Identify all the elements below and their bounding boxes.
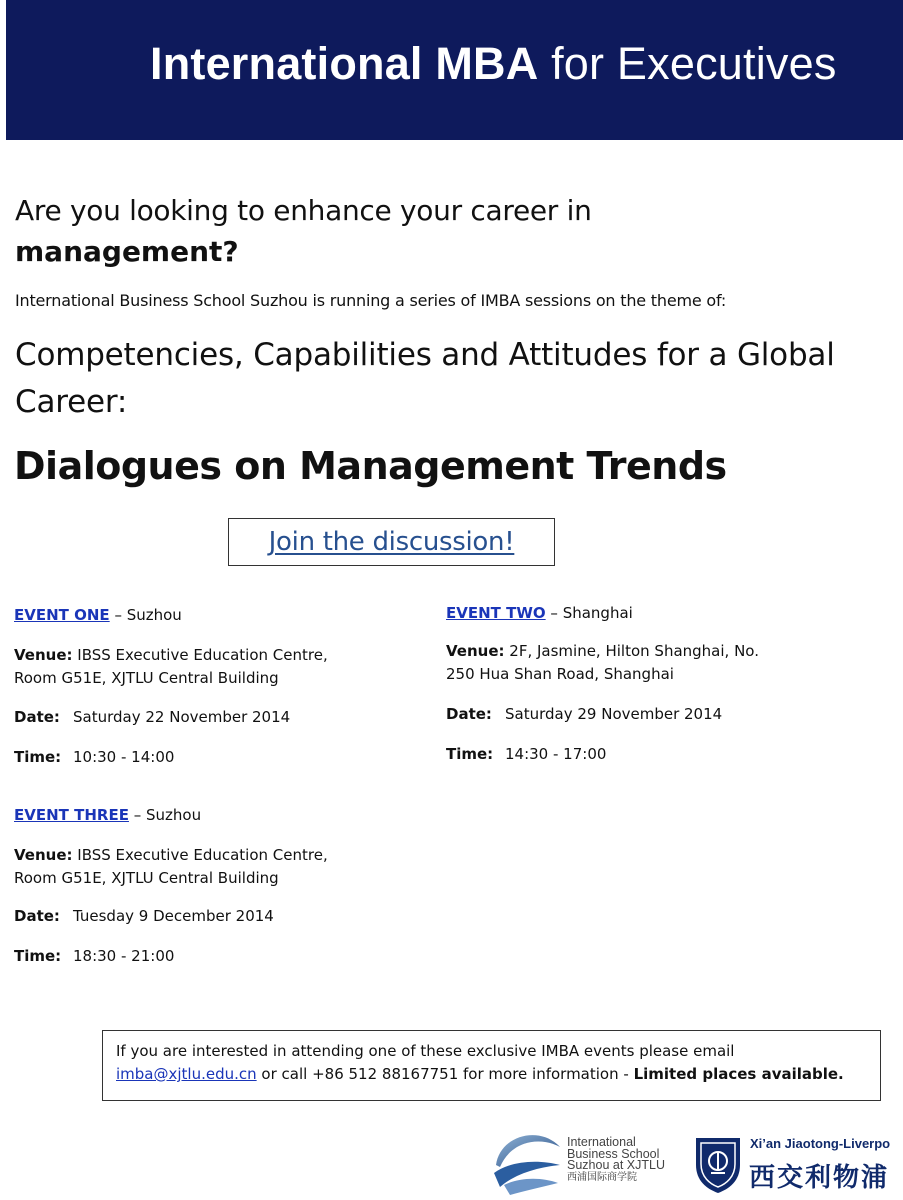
venue-line2: Room G51E, XJTLU Central Building xyxy=(14,669,279,687)
event-two xyxy=(446,604,866,774)
event-title-row xyxy=(14,806,201,824)
event-venue xyxy=(446,640,759,686)
join-discussion-box xyxy=(228,518,555,566)
event-title-row xyxy=(446,604,633,622)
time-label: Time: xyxy=(446,745,494,763)
banner-title-light: for Executives xyxy=(551,38,837,89)
ibss-line1: International xyxy=(567,1135,636,1149)
headline: Dialogues on Management Trends xyxy=(14,444,727,488)
event-venue xyxy=(14,644,328,690)
event-one-link[interactable]: EVENT ONE xyxy=(14,606,110,624)
time-value: 14:30 - 17:00 xyxy=(505,745,607,763)
event-two-link[interactable]: EVENT TWO xyxy=(446,604,546,622)
date-value: Tuesday 9 December 2014 xyxy=(73,907,274,925)
ibss-line3: Suzhou at XJTLU xyxy=(567,1158,665,1172)
venue-label: Venue: xyxy=(14,646,73,664)
date-label: Date: xyxy=(14,708,60,726)
xjtlu-name: Xi’an Jiaotong-Liverpo xyxy=(750,1136,891,1151)
xjtlu-logo xyxy=(693,1133,903,1200)
event-date xyxy=(446,705,846,723)
venue-line1: IBSS Executive Education Centre, xyxy=(77,646,328,664)
info-line2: or call +86 512 88167751 for more information - xyxy=(261,1065,629,1083)
header-banner xyxy=(6,0,903,140)
event-title-row xyxy=(14,606,182,624)
venue-label: Venue: xyxy=(14,846,73,864)
event-time xyxy=(446,745,846,763)
join-discussion-link[interactable]: Join the discussion! xyxy=(268,527,515,557)
intro-question-line1: Are you looking to enhance your career in xyxy=(15,194,592,227)
banner-title-bold: International MBA xyxy=(150,38,539,89)
event-venue xyxy=(14,844,328,890)
intro-text: International Business School Suzhou is running a series of IMBA sessions on the theme of: xyxy=(15,291,727,310)
banner-title xyxy=(150,38,837,90)
event-time xyxy=(14,947,414,965)
date-value: Saturday 29 November 2014 xyxy=(505,705,723,723)
event-location: – Suzhou xyxy=(114,606,182,624)
xjtlu-chinese-name: 西交利物浦 xyxy=(749,1163,890,1193)
info-line1: If you are interested in attending one of these exclusive IMBA events please email xyxy=(116,1042,735,1060)
ibss-swoosh-logo-icon xyxy=(490,1125,564,1197)
event-one xyxy=(14,606,414,776)
event-location: – Shanghai xyxy=(550,604,633,622)
event-three-link[interactable]: EVENT THREE xyxy=(14,806,129,824)
email-link[interactable]: imba@xjtlu.edu.cn xyxy=(116,1065,257,1083)
ibss-line2: Business School xyxy=(567,1146,660,1161)
ibss-logo xyxy=(490,1125,690,1197)
intro-question xyxy=(15,190,592,272)
venue-line2: Room G51E, XJTLU Central Building xyxy=(14,869,279,887)
venue-line1: IBSS Executive Education Centre, xyxy=(77,846,328,864)
event-date xyxy=(14,907,414,925)
time-value: 18:30 - 21:00 xyxy=(73,947,175,965)
limited-places-text: Limited places available. xyxy=(633,1065,844,1083)
event-three xyxy=(14,806,414,976)
venue-label: Venue: xyxy=(446,642,505,660)
intro-question-line2: management? xyxy=(15,235,239,268)
event-date xyxy=(14,708,414,726)
venue-line2: 250 Hua Shan Road, Shanghai xyxy=(446,665,674,683)
event-time xyxy=(14,748,414,766)
ibss-chinese-name: 西浦国际商学院 xyxy=(567,1171,637,1183)
time-value: 10:30 - 14:00 xyxy=(73,748,175,766)
ibss-logo-text xyxy=(567,1137,665,1183)
date-value: Saturday 22 November 2014 xyxy=(73,708,291,726)
date-label: Date: xyxy=(446,705,492,723)
event-location: – Suzhou xyxy=(133,806,202,824)
contact-info-box xyxy=(102,1030,881,1101)
date-label: Date: xyxy=(14,907,60,925)
venue-line1: 2F, Jasmine, Hilton Shanghai, No. xyxy=(509,642,759,660)
theme-heading: Competencies, Capabilities and Attitudes for a Global Career: xyxy=(15,337,835,420)
time-label: Time: xyxy=(14,748,62,766)
xjtlu-crest-icon xyxy=(693,1135,743,1195)
time-label: Time: xyxy=(14,947,62,965)
